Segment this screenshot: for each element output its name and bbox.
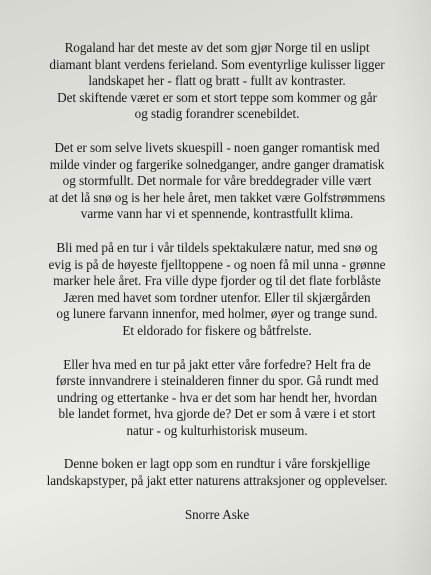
text-line: Bli med på en tur i vår tildels spektakulære natur, med snø og — [56, 239, 378, 255]
paragraph-5 — [26, 456, 408, 489]
text-line: og stadig forandrer scenebildet. — [134, 106, 300, 122]
text-line: diamant blant verdens ferieland. Som eventyrlige kulisser ligger — [49, 56, 385, 72]
paragraph-3 — [26, 240, 408, 340]
text-line: Eller hva med en tur på jakt etter våre forfedre? Helt fra de — [63, 356, 371, 372]
text-line: Rogaland har det meste av det som gjør Norge til en uslipt — [64, 40, 370, 55]
text-line: og stormfullt. Det normale for våre breddegrader ville vært — [62, 173, 372, 189]
text-line: landskapstyper, på jakt etter naturens attraksjoner og opplevelser. — [46, 473, 388, 489]
text-line: Et eldorado for fiskere og båtfrelste. — [122, 322, 312, 338]
text-line: marker hele året. Fra ville dype fjorder og til det flate forblåste — [53, 273, 381, 289]
text-line: Denne boken er lagt opp som en rundtur i våre forskjellige — [63, 456, 371, 472]
text-line: undring og ettertanke - hva er det som har hendt her, hvordan — [56, 389, 378, 405]
text-line: at det lå snø og is her hele året, men takket være Golfstrømmens — [48, 189, 386, 205]
foreword-text — [26, 40, 408, 523]
text-line: Jæren med havet som tordner utenfor. Eller til skjærgården — [63, 289, 371, 305]
text-line: ble landet formet, hva gjorde de? Det er som å være i et stort — [58, 406, 376, 422]
text-line: varme vann har vi et spennende, kontrastfullt klima. — [80, 206, 354, 222]
paragraph-4 — [26, 357, 408, 440]
text-line: og lunere farvann innenfor, med holmer, øyer og trange sund. — [56, 306, 378, 322]
paragraph-1 — [26, 40, 408, 123]
text-line: evig is på de høyeste fjelltoppene - og noen få mil unna - grønne — [48, 256, 386, 272]
text-line: Det skiftende været er som et stort teppe som kommer og går — [57, 89, 377, 105]
text-line: første innvandrere i steinalderen finner du spor. Gå rundt med — [55, 373, 379, 389]
text-line: Det er som selve livets skuespill - noen ganger romantisk med — [54, 139, 380, 155]
text-line: natur - og kulturhistorisk museum. — [126, 422, 308, 438]
author-signature: Snorre Aske — [184, 506, 250, 522]
paragraph-2 — [26, 140, 408, 223]
text-line: milde vinder og fargerike solnedganger, andre ganger dramatisk — [49, 156, 385, 172]
text-line: landskapet her - flatt og bratt - fullt av kontraster. — [88, 73, 346, 89]
